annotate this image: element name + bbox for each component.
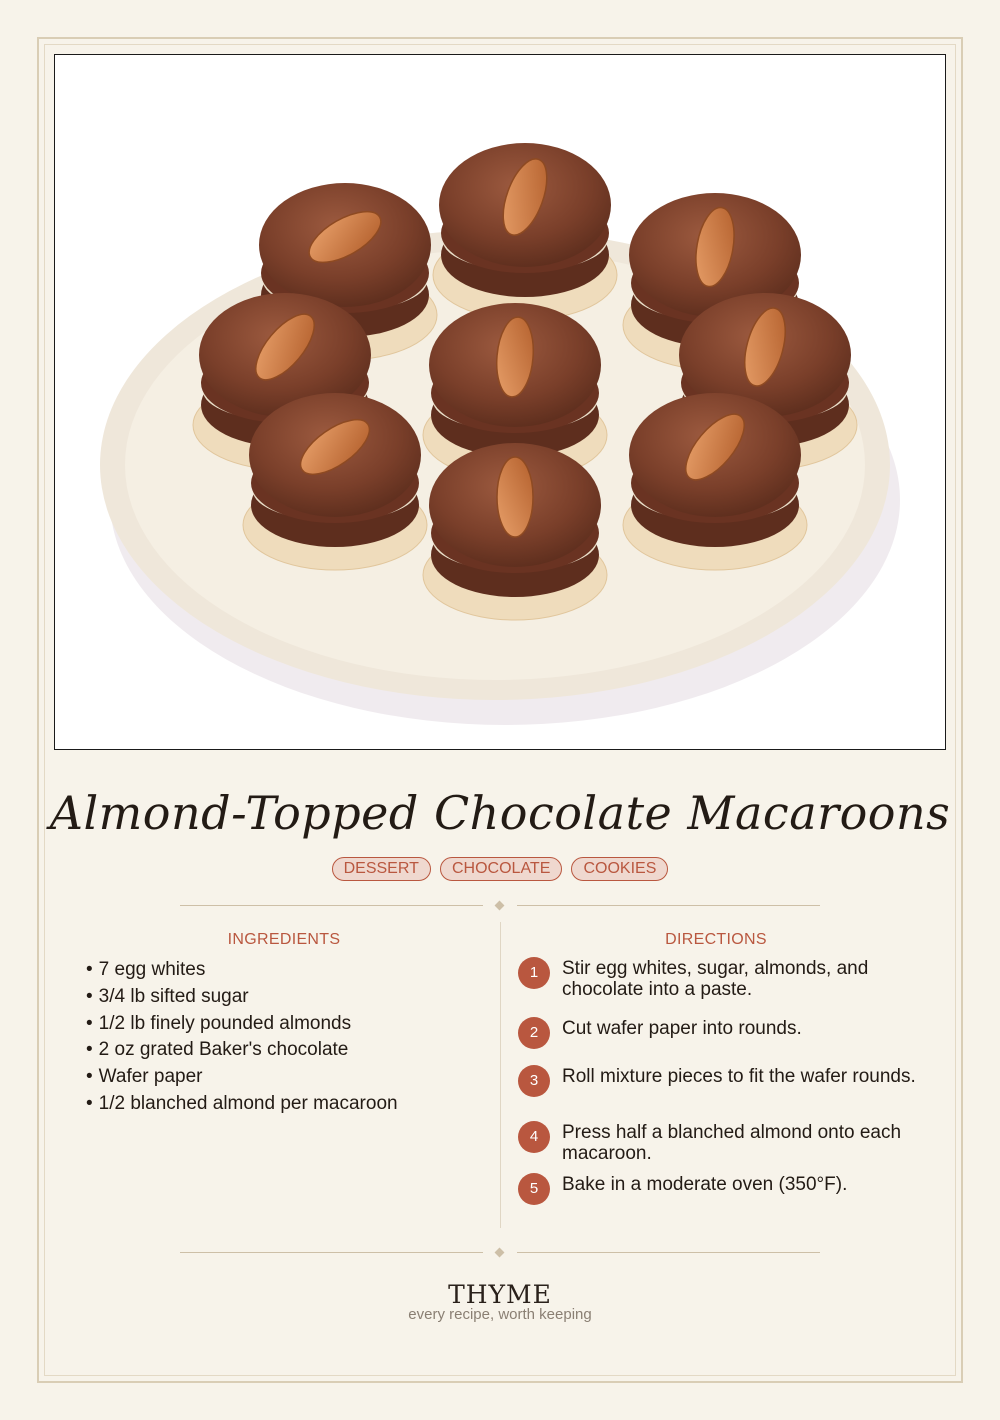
macaroon: [433, 143, 617, 320]
brand-name: THYME: [448, 1280, 552, 1309]
tag-cookies[interactable]: COOKIES: [571, 857, 668, 881]
divider-top-right: [517, 905, 820, 906]
tag-list: [0, 857, 1000, 881]
recipe-title: Almond-Topped Chocolate Macaroons: [49, 786, 951, 840]
step-number: 1: [518, 957, 550, 989]
ingredient-item: • 3/4 lb sifted sugar: [86, 985, 398, 1012]
step-number: 2: [518, 1017, 550, 1049]
ingredients-list: [86, 958, 398, 1119]
step-text: Bake in a moderate oven (350°F).: [562, 1174, 848, 1195]
macaroon: [623, 393, 807, 570]
ingredient-item: • Wafer paper: [86, 1065, 398, 1092]
step-text: Stir egg whites, sugar, almonds, and chocolate into a paste.: [562, 958, 869, 1000]
tag-dessert[interactable]: DESSERT: [332, 857, 431, 881]
divider-bottom-left: [180, 1252, 483, 1253]
ingredient-item: • 7 egg whites: [86, 958, 398, 985]
step-text: Roll mixture pieces to fit the wafer rounds.: [562, 1066, 916, 1087]
macaroon: [243, 393, 427, 570]
macaroons-illustration: [55, 55, 945, 749]
ingredient-item: • 1/2 blanched almond per macaroon: [86, 1092, 398, 1119]
tag-chocolate[interactable]: CHOCOLATE: [440, 857, 562, 881]
divider-bottom-right: [517, 1252, 820, 1253]
ingredient-item: • 2 oz grated Baker's chocolate: [86, 1038, 398, 1065]
step-number: 5: [518, 1173, 550, 1205]
step-text: Press half a blanched almond onto each macaroon.: [562, 1122, 902, 1164]
recipe-photo: [54, 54, 946, 750]
brand-tagline: every recipe, worth keeping: [408, 1306, 592, 1323]
directions-heading: DIRECTIONS: [665, 931, 767, 948]
ingredients-heading: INGREDIENTS: [227, 931, 341, 948]
step-text: Cut wafer paper into rounds.: [562, 1018, 802, 1039]
step-number: 3: [518, 1065, 550, 1097]
step-number: 4: [518, 1121, 550, 1153]
column-divider: [500, 922, 501, 1228]
macaroon: [423, 443, 607, 620]
ingredient-item: • 1/2 lb finely pounded almonds: [86, 1012, 398, 1039]
divider-top-left: [180, 905, 483, 906]
almond: [497, 457, 533, 537]
